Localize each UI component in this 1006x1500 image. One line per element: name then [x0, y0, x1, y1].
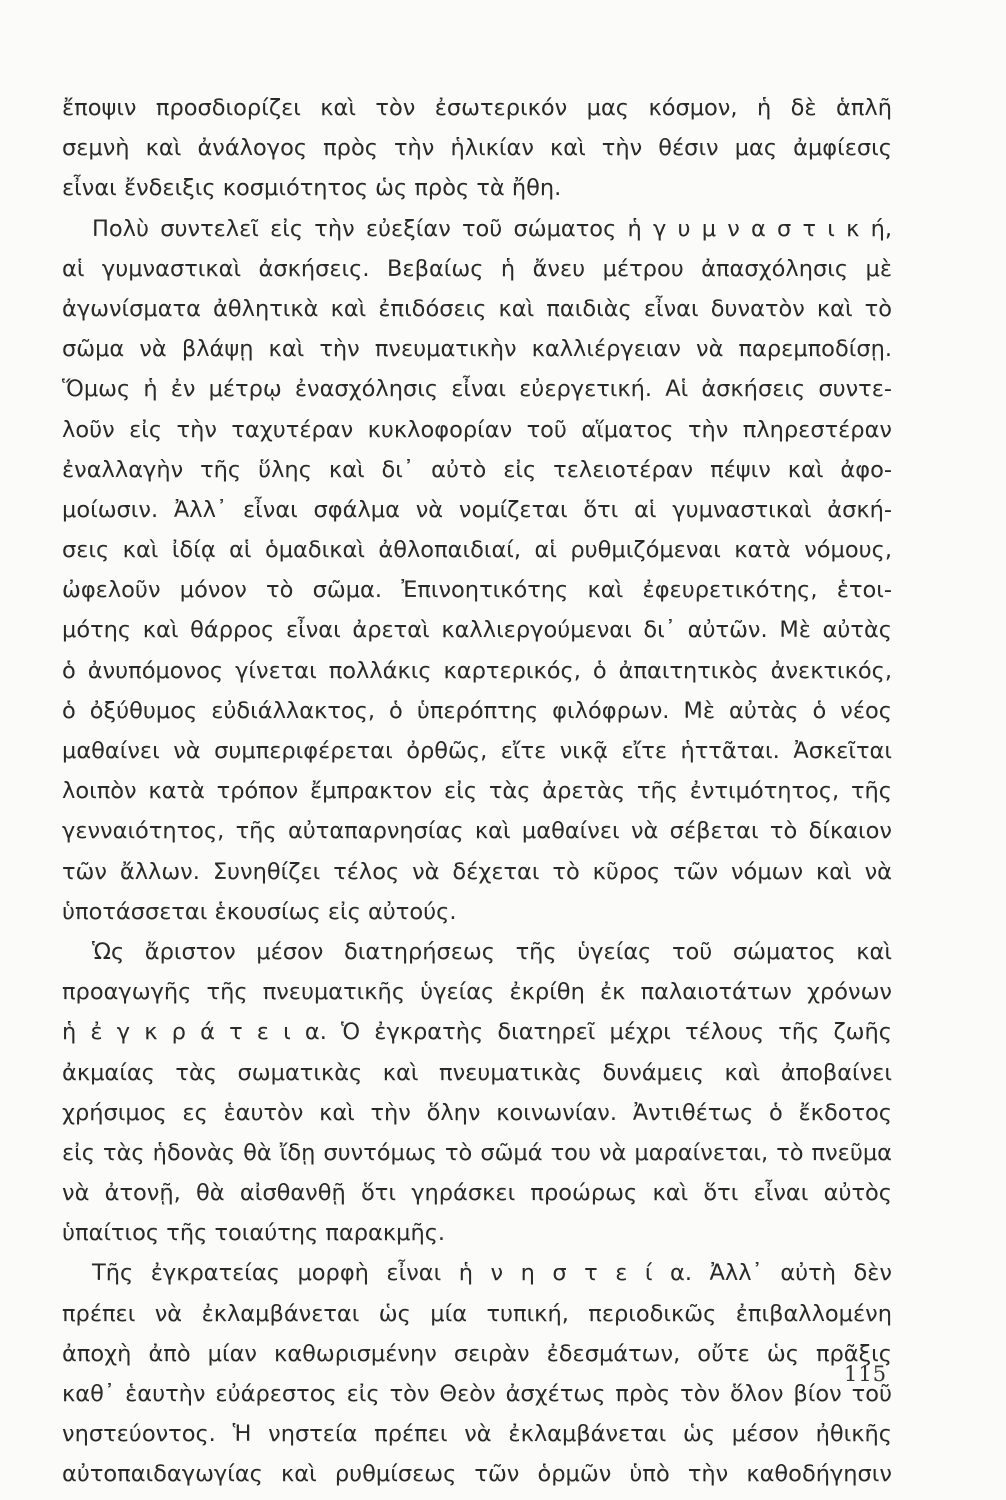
text-line: γενναιότητος, τῆς αὐταπαρνησίας καὶ μαθαίνει νὰ σέβεται τὸ δίκαιον: [62, 818, 892, 845]
text-line: λοιπὸν κατὰ τρόπον ἔμπρακτον εἰς τὰς ἀρετὰς τῆς ἐντιμότητος, τῆς: [62, 778, 892, 805]
text-line: ὁ ἀνυπόμονος γίνεται πολλάκις καρτερικός, ὁ ἀπαιτητικὸς ἀνεκτικός,: [62, 657, 892, 684]
text-line: ὑποτάσσεται ἑκουσίως εἰς αὐτούς.: [62, 898, 457, 925]
text-line: εἶναι ἔνδειξις κοσμιότητος ὡς πρὸς τὰ ἤθη.: [62, 175, 562, 202]
text-line: ἀποχὴ ἀπὸ μίαν καθωρισμένην σειρὰν ἐδεσμάτων, οὔτε ὡς πρᾶξις: [62, 1340, 892, 1367]
body-text: [62, 88, 892, 1495]
text-line: ἡ ἐ γ κ ρ ά τ ε ι α. Ὁ ἐγκρατὴς διατηρεῖ μέχρι τέλους τῆς ζωῆς: [62, 1019, 892, 1046]
text-line: σεμνὴ καὶ ἀνάλογος πρὸς τὴν ἡλικίαν καὶ τὴν θέσιν μας ἀμφίεσις: [62, 135, 892, 162]
paragraph: [62, 88, 892, 209]
text-line: μοίωσιν. Ἀλλ᾽ εἶναι σφάλμα νὰ νομίζεται ὅτι αἱ γυμναστικαὶ ἀσκή-: [62, 496, 892, 523]
text-line: λοῦν εἰς τὴν ταχυτέραν κυκλοφορίαν τοῦ αἵματος τὴν πληρεστέραν: [62, 416, 892, 443]
text-line: αὐτοπαιδαγωγίας καὶ ρυθμίσεως τῶν ὁρμῶν ὑπὸ τὴν καθοδήγησιν: [62, 1461, 892, 1488]
text-line: μότης καὶ θάρρος εἶναι ἀρεταὶ καλλιεργούμεναι δι᾽ αὐτῶν. Μὲ αὐτὰς: [62, 617, 892, 644]
paragraph: [62, 932, 892, 1254]
text-line: εἰς τὰς ἡδονὰς θὰ ἴδῃ συντόμως τὸ σῶμά του νὰ μαραίνεται, τὸ πνεῦμα: [62, 1139, 892, 1166]
text-line: τῶν ἄλλων. Συνηθίζει τέλος νὰ δέχεται τὸ κῦρος τῶν νόμων καὶ νὰ: [62, 858, 892, 885]
text-line: Πολὺ συντελεῖ εἰς τὴν εὐεξίαν τοῦ σώματος ἡ γ υ μ ν α σ τ ι κ ή,: [92, 215, 892, 242]
text-line: νηστεύοντος. Ἡ νηστεία πρέπει νὰ ἐκλαμβάνεται ὡς μέσον ἠθικῆς: [62, 1421, 892, 1448]
text-line: αἱ γυμναστικαὶ ἀσκήσεις. Βεβαίως ἡ ἄνευ μέτρου ἀπασχόλησις μὲ: [62, 255, 892, 282]
text-line: μαθαίνει νὰ συμπεριφέρεται ὀρθῶς, εἴτε νικᾷ εἴτε ἡττᾶται. Ἀσκεῖται: [62, 738, 892, 764]
text-line: Τῆς ἐγκρατείας μορφὴ εἶναι ἡ ν η σ τ ε ί α. Ἀλλ᾽ αὐτὴ δὲν: [92, 1260, 892, 1287]
text-line: ἀκμαίας τὰς σωματικὰς καὶ πνευματικὰς δυνάμεις καὶ ἀποβαίνει: [62, 1059, 892, 1086]
text-line: καθ᾽ ἑαυτὴν εὐάρεστος εἰς τὸν Θεὸν ἀσχέτως πρὸς τὸν ὅλον βίον τοῦ: [62, 1381, 892, 1407]
text-line: Ὡς ἄριστον μέσον διατηρήσεως τῆς ὑγείας τοῦ σώματος καὶ: [92, 938, 892, 965]
text-line: ὠφελοῦν μόνον τὸ σῶμα. Ἐπινοητικότης καὶ ἐφευρετικότης, ἑτοι-: [62, 577, 892, 604]
text-line: σεις καὶ ἰδίᾳ αἱ ὁμαδικαὶ ἀθλοπαιδιαί, αἱ ρυθμιζόμεναι κατὰ νόμους,: [62, 537, 892, 564]
page-number: 115: [844, 1362, 888, 1386]
paragraph: [62, 1253, 892, 1494]
text-line: χρήσιμος ες ἑαυτὸν καὶ τὴν ὅλην κοινωνίαν. Ἀντιθέτως ὁ ἔκδοτος: [62, 1099, 892, 1126]
text-line: σῶμα νὰ βλάψῃ καὶ τὴν πνευματικὴν καλλιέργειαν νὰ παρεμποδίσῃ.: [62, 336, 892, 363]
paragraph: [62, 209, 892, 932]
text-line: νὰ ἀτονῇ, θὰ αἰσθανθῇ ὅτι γηράσκει προώρως καὶ ὅτι εἶναι αὐτὸς: [62, 1180, 892, 1207]
text-line: ὑπαίτιος τῆς τοιαύτης παρακμῆς.: [62, 1220, 446, 1247]
text-line: ἐναλλαγὴν τῆς ὕλης καὶ δι᾽ αὐτὸ εἰς τελειοτέραν πέψιν καὶ ἀφο-: [62, 456, 892, 483]
text-line: ὁ ὀξύθυμος εὐδιάλλακτος, ὁ ὑπερόπτης φιλόφρων. Μὲ αὐτὰς ὁ νέος: [62, 697, 892, 724]
text-line: ἔποψιν προσδιορίζει καὶ τὸν ἐσωτερικόν μας κόσμον, ἡ δὲ ἁπλῆ: [62, 95, 892, 121]
text-line: Ὅμως ἡ ἐν μέτρῳ ἐνασχόλησις εἶναι εὐεργετική. Αἱ ἀσκήσεις συντε-: [62, 376, 892, 403]
text-line: ἀγωνίσματα ἀθλητικὰ καὶ ἐπιδόσεις καὶ παιδιὰς εἶναι δυνατὸν καὶ τὸ: [62, 295, 892, 322]
text-line: προαγωγῆς τῆς πνευματικῆς ὑγείας ἐκρίθη ἐκ παλαιοτάτων χρόνων: [62, 979, 892, 1006]
text-line: πρέπει νὰ ἐκλαμβάνεται ὡς μία τυπική, περιοδικῶς ἐπιβαλλομένη: [62, 1300, 892, 1327]
